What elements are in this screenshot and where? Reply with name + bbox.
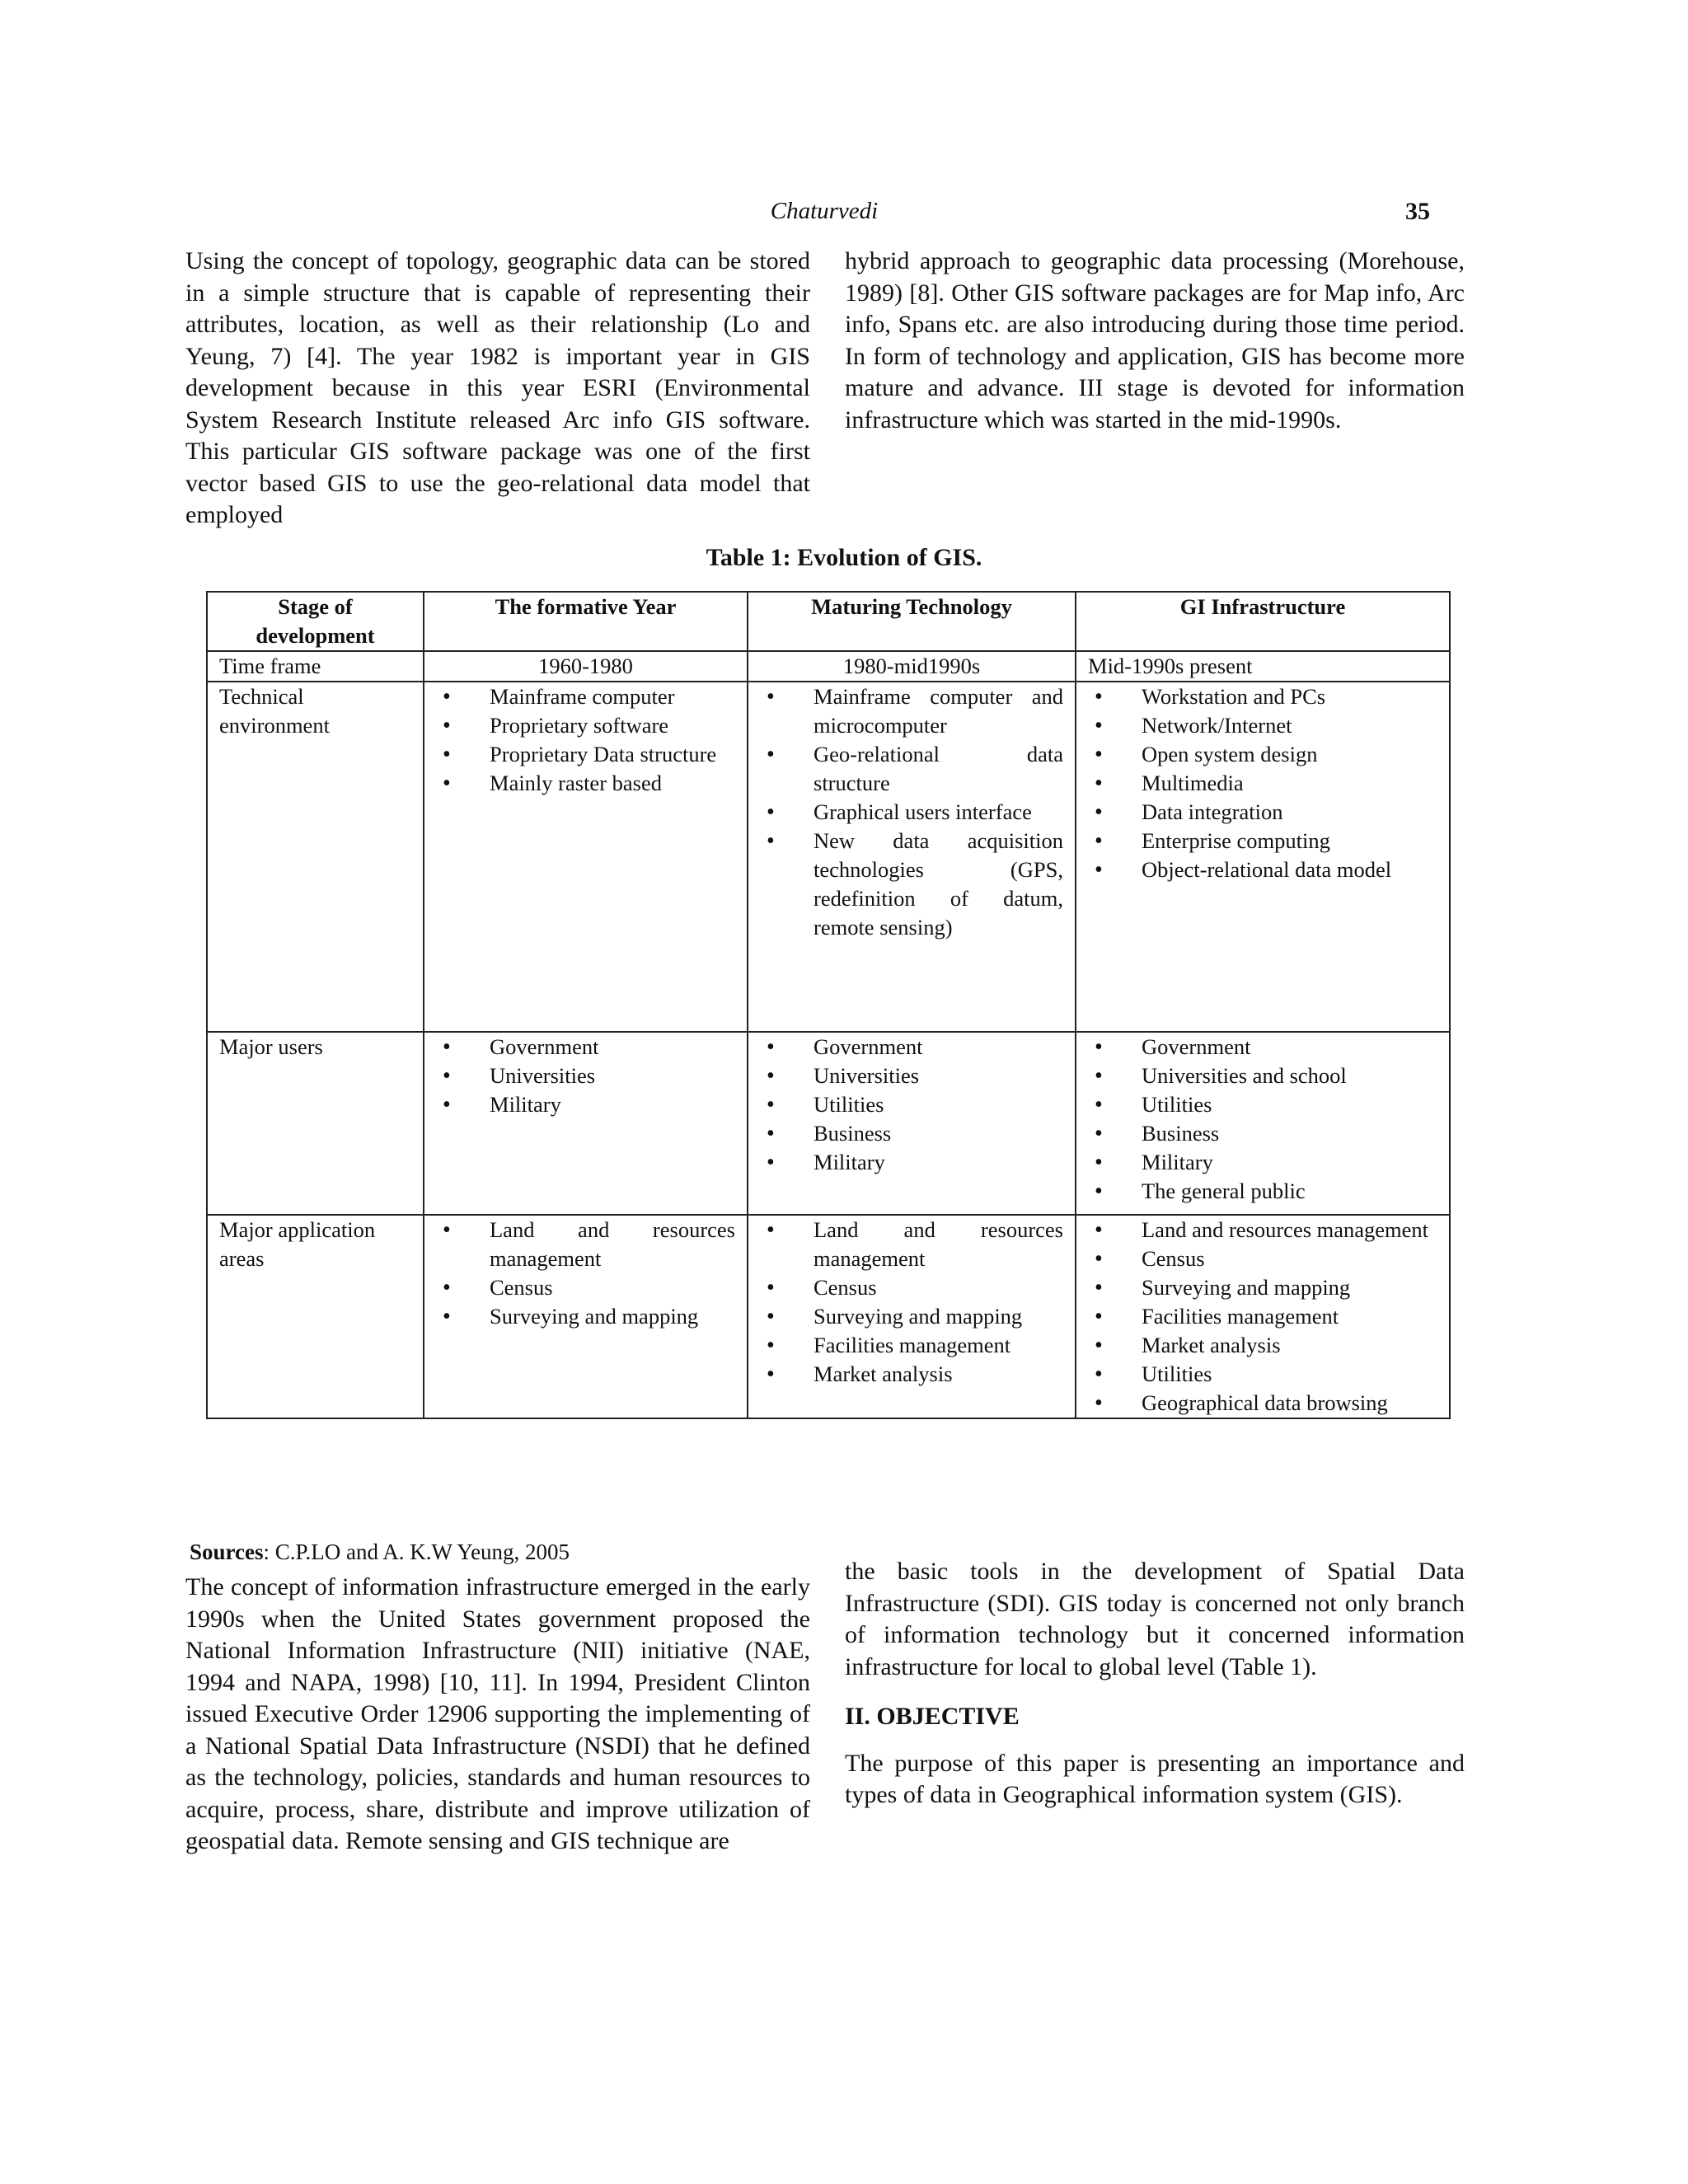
- list-item: • Census: [1088, 1244, 1437, 1273]
- table-cell: [424, 1032, 748, 1215]
- paragraph: hybrid approach to geographic data processing (Morehouse, 1989) [8]. Other GIS software packages are for Map info, Arc info, Spans etc. are also introducing during those time period. In form of technology and application, GIS has become more mature and advance. III stage is devoted for information infrastructure which was started in the mid-1990s.: [845, 247, 1465, 434]
- list-item: • Land and resources management: [760, 1216, 1063, 1273]
- list-item: • Mainly raster based: [436, 769, 735, 798]
- list-item: • Data integration: [1088, 798, 1437, 827]
- list-item: • Business: [1088, 1119, 1437, 1148]
- list-item: • Geo-relational data structure: [760, 740, 1063, 798]
- bullet-list: [760, 1216, 1063, 1389]
- table-cell: [748, 682, 1076, 1032]
- list-item: • New data acquisition technologies (GPS, redefinition of datum, remote sensing): [760, 827, 1063, 942]
- list-item: • Military: [760, 1148, 1063, 1177]
- paragraph: Using the concept of topology, geographic data can be stored in a simple structure that is capable of representing their attributes, location, as well as their relationship (Lo and Yeung, 7) [4]. The year 1982 is important year in GIS development because in this year ESRI (Environmental System Research Institute released Arc info GIS software. This particular GIS software package was one of the first vector based GIS to use the geo-relational data model that employed: [185, 247, 810, 528]
- header-infrastructure: GI Infrastructure: [1076, 592, 1450, 651]
- bullet-list: [760, 1033, 1063, 1177]
- list-item: • Census: [436, 1273, 735, 1302]
- list-item: • Utilities: [1088, 1090, 1437, 1119]
- list-item: • Surveying and mapping: [760, 1302, 1063, 1331]
- bullet-list: [436, 1216, 735, 1331]
- body-text-top-right: [845, 246, 1465, 436]
- table-cell: [1076, 1032, 1450, 1215]
- header-stage: Stage of development: [207, 592, 424, 651]
- header-formative: The formative Year: [424, 592, 748, 651]
- row-label: Technical environment: [207, 682, 424, 1032]
- header-maturing: Maturing Technology: [748, 592, 1076, 651]
- list-item: • Object-relational data model: [1088, 855, 1437, 884]
- table-cell: [748, 1215, 1076, 1418]
- bullet-list: [760, 682, 1063, 942]
- list-item: • Universities: [436, 1062, 735, 1090]
- list-item: • Utilities: [760, 1090, 1063, 1119]
- list-item: • Land and resources management: [436, 1216, 735, 1273]
- list-item: • Open system design: [1088, 740, 1437, 769]
- bullet-list: [1088, 1216, 1437, 1418]
- body-text-bottom-left: [185, 1572, 810, 1858]
- bullet-list: [1088, 1033, 1437, 1206]
- sources-label: Sources: [190, 1540, 264, 1564]
- table-cell: [424, 1215, 748, 1418]
- list-item: • Mainframe computer: [436, 682, 735, 711]
- row-label: Time frame: [207, 651, 424, 682]
- running-header-author: Chaturvedi: [770, 198, 879, 224]
- table-cell: [1076, 1215, 1450, 1418]
- list-item: • Workstation and PCs: [1088, 682, 1437, 711]
- list-item: • Surveying and mapping: [1088, 1273, 1437, 1302]
- body-text-top-left: [185, 246, 810, 532]
- list-item: • Geographical data browsing: [1088, 1389, 1437, 1418]
- list-item: • Multimedia: [1088, 769, 1437, 798]
- table-title: Table 1: Evolution of GIS.: [706, 544, 982, 571]
- table-row: [207, 682, 1450, 1032]
- table-row: [207, 1215, 1450, 1418]
- list-item: • Proprietary software: [436, 711, 735, 740]
- list-item: • Government: [436, 1033, 735, 1062]
- list-item: • Proprietary Data structure: [436, 740, 735, 769]
- list-item: • Universities: [760, 1062, 1063, 1090]
- table-cell: 1960-1980: [424, 651, 748, 682]
- list-item: • Census: [760, 1273, 1063, 1302]
- table-header-row: [207, 592, 1450, 651]
- list-item: • Market analysis: [1088, 1331, 1437, 1360]
- list-item: • Military: [436, 1090, 735, 1119]
- row-label: Major users: [207, 1032, 424, 1215]
- bullet-list: [436, 1033, 735, 1119]
- table-row: [207, 651, 1450, 682]
- list-item: • Graphical users interface: [760, 798, 1063, 827]
- section-heading-objective: II. OBJECTIVE: [845, 1703, 1020, 1730]
- list-item: • Network/Internet: [1088, 711, 1437, 740]
- body-text-bottom-right: [845, 1556, 1465, 1811]
- list-item: • Government: [760, 1033, 1063, 1062]
- table-row: [207, 1032, 1450, 1215]
- list-item: • Government: [1088, 1033, 1437, 1062]
- list-item: • The general public: [1088, 1177, 1437, 1206]
- bullet-list: [1088, 682, 1437, 884]
- table-cell: [424, 682, 748, 1032]
- paragraph: the basic tools in the development of Spatial Data Infrastructure (SDI). GIS today is concerned not only branch of information technology but it concerned information infrastructure for local to global level (Table 1).: [845, 1558, 1465, 1680]
- bullet-list: [436, 682, 735, 798]
- list-item: • Utilities: [1088, 1360, 1437, 1389]
- list-item: • Business: [760, 1119, 1063, 1148]
- table-cell: 1980-mid1990s: [748, 651, 1076, 682]
- table-cell: Mid-1990s present: [1076, 651, 1450, 682]
- list-item: • Mainframe computer and microcomputer: [760, 682, 1063, 740]
- paragraph: The concept of information infrastructure emerged in the early 1990s when the United States government proposed the National Information Infrastructure (NII) initiative (NAE, 1994 and NAPA, 1998) [10, 11]. In 1994, President Clinton issued Executive Order 12906 supporting the implementing of a National Spatial Data Infrastructure (NSDI) that he defined as the technology, policies, standards and human resources to acquire, process, share, distribute and improve utilization of geospatial data. Remote sensing and GIS technique are: [185, 1573, 810, 1854]
- row-label: Major application areas: [207, 1215, 424, 1418]
- table-cell: [748, 1032, 1076, 1215]
- evolution-table: [206, 591, 1451, 1419]
- paragraph: The purpose of this paper is presenting an importance and types of data in Geographical information system (GIS).: [845, 1749, 1465, 1808]
- list-item: • Surveying and mapping: [436, 1302, 735, 1331]
- list-item: • Enterprise computing: [1088, 827, 1437, 855]
- list-item: • Facilities management: [760, 1331, 1063, 1360]
- sources-text: : C.P.LO and A. K.W Yeung, 2005: [263, 1540, 570, 1564]
- list-item: • Military: [1088, 1148, 1437, 1177]
- list-item: • Universities and school: [1088, 1062, 1437, 1090]
- table-cell: [1076, 682, 1450, 1032]
- list-item: • Market analysis: [760, 1360, 1063, 1389]
- page-number: 35: [1405, 198, 1430, 225]
- list-item: • Facilities management: [1088, 1302, 1437, 1331]
- list-item: • Land and resources management: [1088, 1216, 1437, 1244]
- table-sources: [190, 1540, 570, 1565]
